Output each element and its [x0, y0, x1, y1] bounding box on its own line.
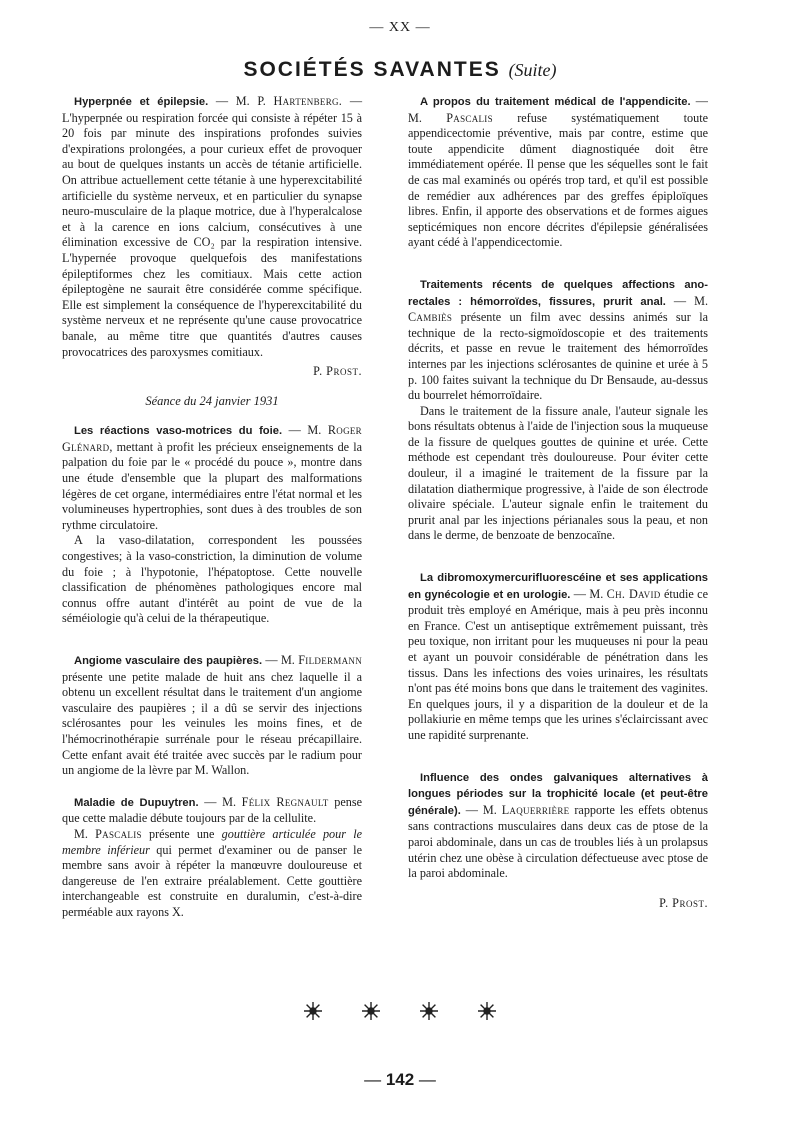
article-dibromoxy	[408, 570, 708, 744]
article-heading: Angiome vasculaire des paupières.	[74, 655, 263, 667]
article-heading: Hyperpnée et épilepsie.	[74, 96, 209, 108]
article-author: Roger Glénard	[62, 423, 362, 454]
article-text: Dans le traitement de la fissure anale, l'auteur signale les bons résultats obtenus à l'aide de l'injection sous la muqueuse de la fissure de quelques gouttes de quinine et urée. Cette méthode est cependant très douloureuse. Pour éviter cette douleur, il a imaginé le traitement de la fissure par la dilatation diathermique progressive, à l'aide de son électrode olivaire spéciale. L'auteur signale enfin le traitement du prurit anal par les injections périanales sous la peau, et non dans le derme, de benzoate de benzocaïne.	[408, 403, 708, 543]
article-author: Pascalis	[95, 826, 142, 841]
heading-separator: — M.	[408, 94, 708, 125]
article-author: Ch. David	[606, 586, 661, 601]
heading-separator: — M.	[460, 802, 502, 817]
article-ano-rectales	[408, 277, 708, 544]
article-text: étudie ce produit très employé en Amérique, mais à peu près inconnu en France. C'est un antiseptique extrêmement puissant, très peu toxique, non irritant pour les muqueuses ni pour la peau et ayant un pouvoir considérable de pénétration dans les tissus. Dans les infections des voies urinaires, les résultats n'ont pas été moins bons que dans le traitement des vaginites. En quelques jours, il y a disparition de la douleur et de la pollakiurie en même temps que les urines s'éclaircissant avec une rapidité surprenante.	[408, 586, 708, 742]
article-heading: A propos du traitement médical de l'appendicite.	[420, 96, 691, 108]
article-text: refuse systématiquement toute appendicectomie préventive, mais par contre, estime que toute appendicite dûment diagnostiquée doit être immédiatement opérée. Il pense que les séquelles sont le fait de cas mal examinés ou opérés trop tard, et qu'il est possible de remédier aux adhérences par des greffes épiploïques libres. Enfin, il apporte des observations et de formes aigues septicémiques non encore décrites d'épilepsie généralisées ayant cédé à l'appendicectomie.	[408, 110, 708, 250]
heading-separator: — M.	[282, 423, 328, 438]
article-text: présente une petite malade de huit ans chez laquelle il a obtenu un excellent résultat dans le traitement d'un angiome vasculaire des paupières ; il a dû se servir des injections sclérosantes pour les veinules les moins fines, et de l'hémocrinothérapie surrénale pour le réseau précapillaire. Cette enfant avait été traitée avec succès par le radium pour un angiome de la lèvre par M. Wallon.	[62, 669, 362, 778]
ornament-row	[0, 1000, 800, 1027]
emphasis-text: gouttière articulée pour le membre inférieur	[62, 826, 362, 857]
article-heading: Traitements récents de quelques affections ano-rectales : hémorroïdes, fissures, prurit anal.	[408, 278, 708, 308]
title-main: SOCIÉTÉS SAVANTES	[243, 58, 501, 81]
article-text: pense que cette maladie débute toujours par de la cellulite.	[62, 794, 363, 826]
heading-separator: — M.	[665, 293, 708, 308]
ornament-icon	[418, 1000, 440, 1027]
ornament-icon	[302, 1000, 324, 1027]
article-foie	[62, 423, 362, 627]
article-ondes-galvaniques	[408, 770, 708, 912]
article-author: Cambiès	[408, 310, 453, 325]
right-column	[408, 94, 708, 911]
heading-separator: — M.	[570, 586, 607, 601]
ornament-icon	[476, 1000, 498, 1027]
article-text: A la vaso-dilatation, correspondent les poussées congestives; à la vaso-constriction, la diminution de volume du foie ; à l'hypotonie, l'hépatoptose. Cette nouvelle classification de phénomènes pathologiques encore mal connus offre autant d'intérêt au point de vue de la séméiologie qu'à celui de la thérapeutique.	[62, 533, 362, 626]
article-text: M.	[74, 826, 96, 841]
signature: P. Prost.	[659, 895, 708, 910]
article-text: rapporte les effets obtenus sans contractions musculaires dans deux cas de ptose de la paroi abdominale, dans un cas de troubles liés à un prolapsus utérin chez une obèse à circulation défectueuse avec ptose de la paroi abdominale.	[408, 802, 708, 881]
article-heading: Maladie de Dupuytren.	[74, 796, 199, 809]
article-author: Laquerrière	[501, 802, 570, 817]
title-sub: (Suite)	[508, 60, 557, 80]
article-author: Fildermann	[298, 653, 362, 667]
article-author: Hartenberg.	[273, 94, 343, 108]
page-number-value: 142	[385, 1070, 415, 1089]
article-appendicite	[408, 94, 708, 251]
page-number: — 142 —	[364, 1070, 436, 1089]
article-dupuytren	[62, 795, 362, 921]
heading-separator: — M.	[262, 653, 299, 667]
heading-separator: — M. P.	[208, 94, 274, 108]
article-text: présente un film avec dessins animés sur la technique de la recto-sigmoïdoscopie et des traitements décrits, et passe en revue le traitement des hémorroïdes internes par les injections sclérosantes de quinine et urée à 5 p. 100 faites suivant la technique du Dr Bensaude, au-dessus du bourrelet hémorroïdaire.	[408, 310, 708, 403]
article-heading: La dibromoxymercurifluorescéine et ses applications en gynécologie et en urologie.	[408, 572, 708, 601]
heading-separator: — M.	[198, 794, 242, 809]
page-title	[0, 58, 800, 82]
article-angiome	[62, 653, 362, 779]
ornament-icon	[360, 1000, 382, 1027]
article-text: qui permet d'examiner ou de panser le membre sans avoir à répéter la manœuvre douloureuse et dangereuse de l'en extraire préalablement. Cette gouttière interchangeable est construite en duralumin, c'est-à-dire perméable aux rayons X.	[62, 842, 362, 919]
article-hyperpnee	[62, 94, 362, 380]
left-column	[62, 94, 362, 921]
article-text: — L'hyperpnée ou respiration forcée qui consiste à répéter 15 à 20 fois par minute des inspirations profondes suivies d'expirations prolongées, a pour curieux effet de provoquer au bout de quelques instants un accès de tétanie artificielle. On attribue actuellement cette tétanie à une hyperexcitabilité artificielle du système nerveux, et en particulier du synapse neuro-musculaire de la plaque motrice, due à l'hyperalcalose et à la carence en ions calcium, consécutives à une élimination excessive de CO₂ par la respiration intensive. L'hypernée provoque quelquefois des manifestations épileptiformes chez les comitiaux. Mais cette action épileptogène ne saurait être considérée comme spécifique. Elle est simplement la conséquence de l'hyperexcitabilité du système nerveux et ne représente qu'une cause provocatrice banale, au même titre que quantités d'autres causes provocatrices des paroxysmes comitiaux.	[62, 94, 363, 359]
folio: — XX —	[369, 20, 431, 35]
session-date: Séance du 24 janvier 1931	[145, 393, 279, 408]
signature: P. Prost.	[313, 364, 362, 379]
article-heading: Influence des ondes galvaniques alternatives à longues périodes sur la trophicité locale (et peut-être générale).	[408, 771, 708, 817]
article-text: , mettant à profit les précieux enseignements de la palpation du foie par le « procédé du pouce », montre dans une étude d'ensemble que la plupart des malformations légères de cet organe, intermédiaires entre l'état normal et les volumineuses hypertrophies, sont dues à des troubles de son rythme circulatoire.	[62, 439, 362, 532]
article-heading: Les réactions vaso-motrices du foie.	[74, 425, 283, 438]
article-text: présente une	[141, 826, 222, 841]
article-author: Pascalis	[446, 110, 493, 125]
article-author: Félix Regnault	[241, 794, 329, 809]
